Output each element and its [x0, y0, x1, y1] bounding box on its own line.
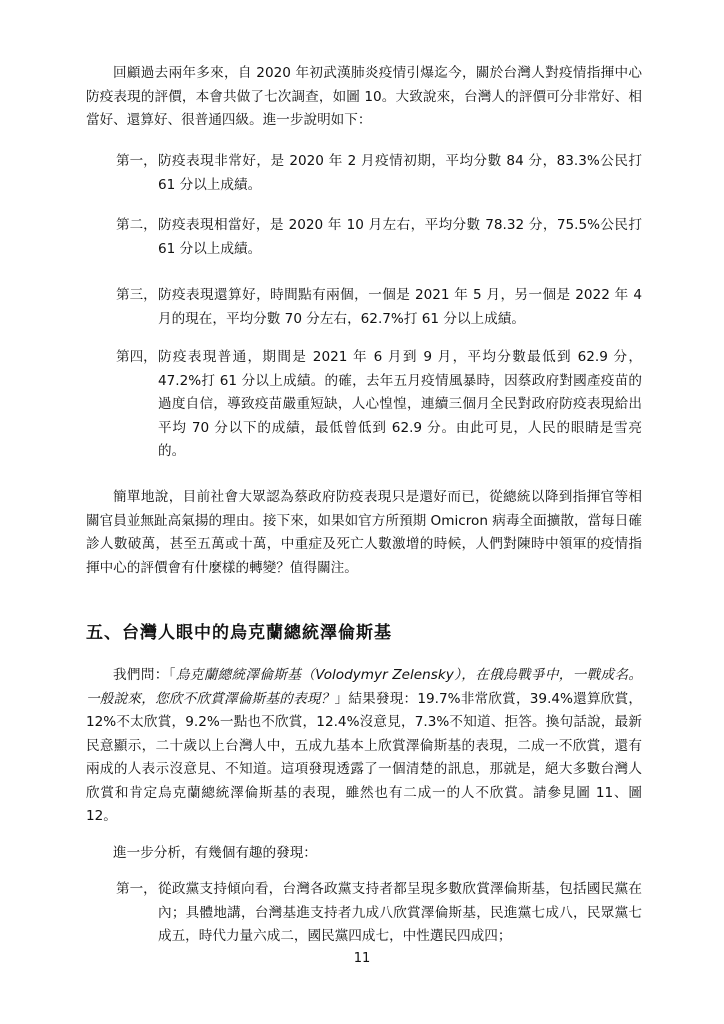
- list-item-text: 從政黨支持傾向看，台灣各政黨支持者都呈現多數欣賞澤倫斯基，包括國民黨在內；具體地講，台灣基進支持者九成八欣賞澤倫斯基，民進黨七成八，民眾黨七成五，時代力量六成二，國民黨四成七，中性選民四成四；: [158, 881, 642, 944]
- summary-paragraph: 簡單地說，目前社會大眾認為蔡政府防疫表現只是還好而已，從總統以降到指揮官等相關官員並無趾高氣揚的理由。接下來，如果如官方所預期 Omicron 病毒全面擴散，當每日確診人數破萬，甚至五萬或十萬，中重症及死亡人數激增的時候，人們對陳時中領軍的疫情指揮中心的評價會有什麼樣的轉變？值得關注。: [86, 489, 642, 576]
- list-item: [116, 878, 642, 949]
- section-heading: 五、台灣人眼中的烏克蘭總統澤倫斯基: [86, 623, 392, 643]
- survey-paragraph: [86, 664, 642, 829]
- list-item-label: 第三，: [116, 287, 157, 303]
- list-item-text: 防疫表現相當好，是 2020 年 10 月左右，平均分數 78.32 分，75.5%公民打 61 分以上成績。: [158, 217, 642, 257]
- list-item: [116, 346, 642, 464]
- list-item-label: 第一，: [116, 153, 157, 169]
- survey-question: 烏克蘭總統澤倫斯基（Volodymyr Zelensky），在俄烏戰爭中，一戰成名。一般說來，您欣不欣賞澤倫斯基的表現？: [86, 667, 643, 707]
- list-item: [116, 214, 642, 261]
- intro-paragraph: 回顧過去兩年多來，自 2020 年初武漢肺炎疫情引爆迄今，關於台灣人對疫情指揮中心防疫表現的評價，本會共做了七次調查，如圖 10。大致說來，台灣人的評價可分非常好、相當好、還算好、很普通四級。進一步說明如下：: [86, 65, 642, 128]
- list-item: [116, 150, 642, 197]
- list-item-label: 第一，: [116, 881, 157, 897]
- list-item-text: 防疫表現非常好，是 2020 年 2 月疫情初期，平均分數 84 分，83.3%公民打 61 分以上成績。: [158, 153, 642, 193]
- quote-open: 我們問：「: [113, 667, 176, 683]
- list-item-label: 第二，: [116, 217, 157, 233]
- list-item-text: 防疫表現還算好，時間點有兩個，一個是 2021 年 5 月，另一個是 2022 年 4 月的現在，平均分數 70 分左右，62.7%打 61 分以上成績。: [158, 287, 642, 327]
- survey-results: 」結果發現：19.7%非常欣賞，39.4%還算欣賞，12%不太欣賞，9.2%一點也不欣賞，12.4%沒意見，7.3%不知道、拒答。換句話說，最新民意顯示，二十歲以上台灣人中，五成九基本上欣賞澤倫斯基的表現，二成一不欣賞，還有兩成的人表示沒意見、不知道。這項發現透露了一個清楚的訊息，那就是，絕大多數台灣人欣賞和肯定烏克蘭總統澤倫斯基的表現，雖然也有二成一的人不欣賞。請參見圖 11、圖 12。: [86, 690, 642, 824]
- list-item-label: 第四，: [116, 349, 157, 365]
- list-item: [116, 284, 642, 331]
- page-number: 11: [353, 951, 371, 966]
- analysis-intro: 進一步分析，有幾個有趣的發現：: [113, 845, 317, 861]
- list-item-text: 防疫表現普通，期間是 2021 年 6 月到 9 月，平均分數最低到 62.9 分，47.2%打 61 分以上成績。的確，去年五月疫情風暴時，因蔡政府對國產疫苗的過度自信，導致疫苗嚴重短缺，人心惶惶，連續三個月全民對政府防疫表現給出平均 70 分以下的成績，最低曾低到 62.9 分。由此可見，人民的眼睛是雪亮的。: [158, 349, 642, 459]
